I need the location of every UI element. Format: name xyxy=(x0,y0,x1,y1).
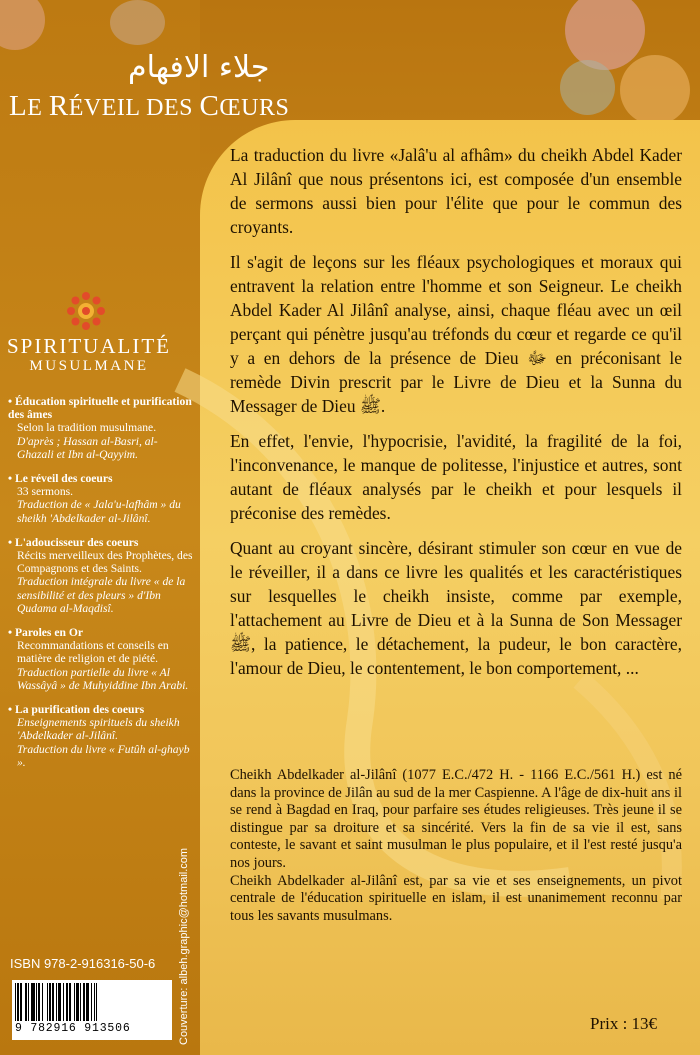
paragraph: La traduction du livre «Jalâ'u al afhâm» du cheikh Abdel Kader Al Jilânî que nous présentons ici, est composée d'un ensemble de sermons aussi bien pour l'élite que pour le commun des croyants. xyxy=(230,145,682,237)
rosette-logo-icon xyxy=(66,291,106,331)
main-text xyxy=(230,143,682,691)
barcode-digits: 9 782916 913506 xyxy=(15,1022,131,1035)
arabic-title: جلاء الافهام xyxy=(128,50,270,85)
barcode xyxy=(12,980,172,1040)
list-item: • Paroles en Or Recommandations et conseils en matière de religion et de piété. Traduction partielle du livre « Al Wassâyâ » de Muhyiddine Ibn Arabi. xyxy=(8,626,189,692)
cover-credit: Couverture: albeh.graphic@hotmail.com xyxy=(178,847,190,1045)
series-book-list xyxy=(8,395,193,780)
price: Prix : 13€ xyxy=(590,1014,658,1033)
bio-paragraph: Cheikh Abdelkader al-Jilânî (1077 E.C./472 H. - 1166 E.C./561 H.) est né dans la province de Jilân au sud de la mer Caspienne. A l'âge de dix-huit ans il se rend à Bagdad en Iraq, pour parfaire ses études religieuses. Très jeune il se distingue par sa droiture et sa sincérité. Vers la fin de sa vie il est, sans conteste, le savant et saint musulman le plus populaire, et il l'est resté jusqu'a nos jours. xyxy=(230,767,682,871)
list-item: • L'adoucisseur des coeurs Récits merveilleux des Prophètes, des Compagnons et des Saints. Traduction intégrale du livre « de la sensibilité et des pleurs » d'Ibn Qudama al-Maqdisî. xyxy=(8,535,193,615)
decorative-rosette xyxy=(565,0,645,70)
series-subname: MUSULMANE xyxy=(29,358,149,374)
decorative-rosette xyxy=(110,0,165,45)
list-item: • Le réveil des coeurs 33 sermons. Traduction de « Jala'u-lafhâm » du sheikh 'Abdelkader al-Jilânî. xyxy=(8,472,181,525)
list-item: • Éducation spirituelle et purification des âmes Selon la tradition musulmane. D'après ; Hassan al-Basri, al-Ghazali et Ibn al-Qayyim. xyxy=(8,395,192,461)
decorative-rosette xyxy=(620,55,690,125)
list-item: • La purification des coeurs Enseignements spirituels du sheikh 'Abdelkader al-Jilânî. Traduction du livre « Futûh al-ghayb ». xyxy=(8,703,190,769)
series-name: SPIRITUALITÉ xyxy=(7,334,171,358)
author-bio xyxy=(230,767,682,925)
isbn: ISBN 978-2-916316-50-6 xyxy=(10,956,156,971)
decorative-rosette xyxy=(560,60,615,115)
paragraph: Il s'agit de leçons sur les fléaux psychologiques et moraux qui entravent la relation entre l'homme et son Seigneur. Le cheikh Abdel Kader Al Jilânî analyse, ainsi, chaque fléau avec un œil perçant qui pénètre jusqu'au tréfonds du cœur et regarde ce qu'il y a en dehors de la présence de Dieu ﷻ en préconisant le remède Divin prescrit par le Livre de Dieu et la Sunna du Messager de Dieu ﷺ. xyxy=(230,252,682,416)
paragraph: Quant au croyant sincère, désirant stimuler son cœur en vue de le réveiller, il a dans ce livre les qualités et les caractéristiques sur lesquelles le cheikh insiste, comme par exemple, l'attachement au Livre de Dieu et à la Sunna de Son Messager ﷺ, la patience, le détachement, la pudeur, le bon caractère, l'amour de Dieu, le contentement, le bon comportement, ... xyxy=(230,538,682,678)
paragraph: En effet, l'envie, l'hypocrisie, l'avidité, la fragilité de la foi, l'inconvenance, le manque de politesse, l'injustice et autres, sont autant de fléaux analysés par le cheikh et pour lesquels il préconise des remèdes. xyxy=(230,431,682,523)
bio-paragraph: Cheikh Abdelkader al-Jilânî est, par sa vie et ses enseignements, un pivot centrale de l'éducation spirituelle en islam, il est unanimement reconnu par tous les savants musulmans. xyxy=(230,872,682,924)
barcode-bars xyxy=(15,983,169,1021)
book-title: LE RÉVEIL DES CŒURS xyxy=(9,90,290,122)
